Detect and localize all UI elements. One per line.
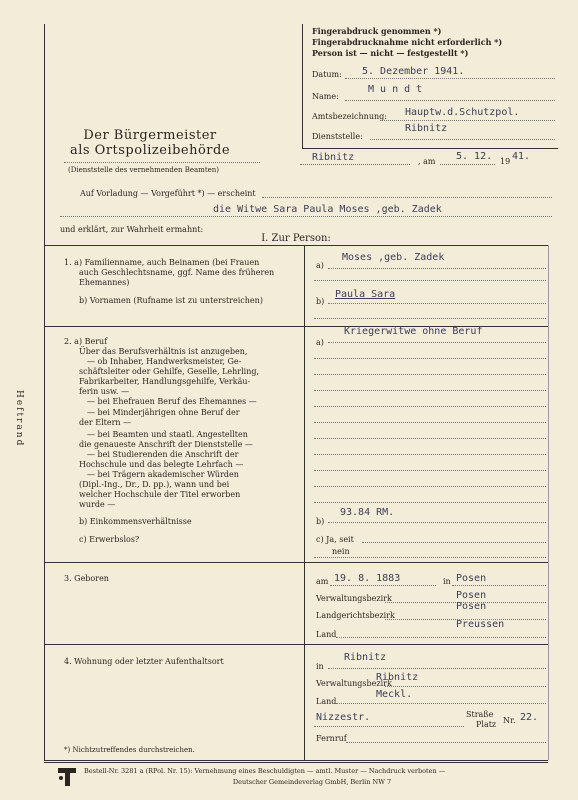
row4-label: 4. Wohnung oder letzter Aufenthaltsort: [64, 657, 224, 666]
born-in-label: in: [443, 577, 451, 586]
summons-person: die Witwe Sara Paula Moses ,geb. Zadek: [213, 204, 442, 215]
place-value: Ribnitz: [312, 152, 355, 163]
year-prefix: 19: [500, 157, 511, 166]
row2-line-6: — bei Ehefrauen Beruf des Ehemannes —: [87, 397, 257, 406]
row2-line-1: Über das Berufsverhältnis ist anzugeben,: [79, 347, 248, 356]
row2-line-2: — ob Inhaber, Handwerksmeister, Ge-: [87, 357, 242, 366]
birth-place-value: Posen: [456, 573, 487, 584]
fingerprint-taken: Fingerabdruck genommen *): [312, 26, 442, 36]
birth-lg-value: Posen: [456, 601, 487, 612]
row2-a-label: a): [316, 338, 324, 347]
given-names-value: Paula Sara: [335, 289, 396, 300]
strasse-label: Straße: [466, 710, 494, 719]
fingerprint-not-required: Fingerabdrucknahme nicht erforderlich *): [312, 37, 503, 47]
residence-in-label: in: [316, 662, 324, 671]
birth-land-value: Preussen: [456, 619, 505, 630]
amtsbezeichnung-value: Hauptw.d.Schutzpol.: [405, 107, 520, 118]
amtsbezeichnung-label: Amtsbezeichnung:: [312, 112, 387, 121]
row2-line-16: wurde —: [79, 500, 116, 509]
row1-label-b: b) Vornamen (Rufname ist zu unterstreichen): [79, 296, 263, 305]
row2-line-5: ferin usw. —: [79, 387, 130, 396]
footnote: *) Nichtzutreffendes durchstreichen.: [64, 746, 195, 754]
birth-vb-label: Verwaltungsbezirk: [316, 594, 392, 603]
birth-land-label: Land: [316, 630, 337, 639]
datum-value: 5. Dezember 1941.: [362, 66, 465, 77]
row2-line-14: (Dipl.-Ing., Dr., D. pp.), wann und bei: [79, 480, 230, 489]
name-label: Name:: [312, 92, 339, 101]
am-label: , am: [418, 157, 436, 166]
row3-label: 3. Geboren: [64, 574, 109, 583]
row2-label-c: c) Erwerbslos?: [79, 535, 140, 544]
summons-label: Auf Vorladung — Vorgeführt *) — erscheint: [80, 189, 256, 198]
dienststelle-value: Ribnitz: [405, 123, 448, 134]
born-am-label: am: [316, 577, 329, 586]
row1-a-label: a): [316, 261, 324, 270]
row2-line-4: Fabrikarbeiter, Handlungsgehilfe, Verkäu-: [79, 377, 251, 386]
birth-lg-label: Landgerichtsbezirk: [316, 611, 395, 620]
authority-line1: Der Bürgermeister: [83, 128, 217, 143]
datum-label: Datum:: [312, 70, 342, 79]
fernruf-label: Fernruf: [316, 734, 347, 743]
row1-label-a-line1: 1. a) Familienname, auch Beinamen (bei Frauen: [64, 258, 260, 267]
footer-line1: Bestell-Nr. 3281 a (RPol. Nr. 15): Vernehmung eines Beschuldigten — amtl. Muster — Nachdruck verboten —: [84, 767, 446, 775]
section-title: I. Zur Person:: [261, 233, 331, 244]
publisher-logo: [56, 766, 78, 788]
dienststelle-label: Dienststelle:: [312, 132, 363, 141]
street-value: Nizzestr.: [316, 712, 371, 723]
income-value: 93.84 RM.: [340, 507, 395, 518]
authority-line2: als Ortspolizeibehörde: [69, 143, 231, 158]
row2-line-0: 2. a) Beruf: [64, 337, 108, 346]
unemployed-value: nein: [332, 547, 350, 556]
year-value: 41.: [512, 151, 531, 162]
row2-line-13: — bei Trägern akademischer Würden: [87, 470, 239, 479]
residence-vb-label: Verwaltungsbezirk: [316, 679, 392, 688]
birth-vb-value: Posen: [456, 590, 487, 601]
row2-label-b: b) Einkommensverhältnisse: [79, 517, 192, 526]
row2-line-11: — bei Studierenden die Anschrift der: [87, 450, 239, 459]
occupation-value: Kriegerwitwe ohne Beruf: [344, 326, 483, 337]
row2-line-7: — bei Minderjährigen ohne Beruf der: [87, 408, 240, 417]
row2-line-10: die genaueste Anschrift der Dienststelle —: [79, 440, 253, 449]
house-nr-value: 22.: [520, 712, 539, 723]
row2-line-12: Hochschule und das belegte Lehrfach —: [79, 460, 244, 469]
residence-value: Ribnitz: [344, 652, 387, 663]
row2-line-3: schäftsleiter oder Gehilfe, Geselle, Lehrling,: [79, 367, 260, 376]
house-nr-label: Nr.: [503, 716, 516, 725]
row1-b-label: b): [316, 297, 325, 306]
date-value: 5. 12.: [456, 151, 493, 162]
person-identified: Person ist — nicht — festgestellt *): [312, 48, 469, 58]
platz-label: Platz: [476, 720, 497, 729]
row2-b-label: b): [316, 517, 325, 526]
row2-line-15: welcher Hochschule der Titel erworben: [79, 490, 241, 499]
row1-label-a-line3: Ehemannes): [79, 278, 130, 287]
residence-land-label: Land: [316, 697, 337, 706]
residence-land-value: Meckl.: [376, 689, 413, 700]
truth-statement: und erklärt, zur Wahrheit ermahnt:: [60, 225, 204, 234]
footer-line2: Deutscher Gemeindeverlag GmbH, Berlin NW 7: [232, 778, 392, 786]
residence-vb-value: Ribnitz: [376, 672, 419, 683]
row2-c-label: c) Ja, seit: [316, 535, 354, 544]
row2-line-9: — bei Beamten und staatl. Angestellten: [87, 430, 248, 439]
birth-date-value: 19. 8. 1883: [334, 573, 401, 584]
name-value: M u n d t: [368, 84, 423, 95]
row2-line-8: der Eltern —: [79, 418, 132, 427]
heftrand-label: Heftrand: [14, 390, 24, 448]
authority-caption: (Dienststelle des vernehmenden Beamten): [68, 166, 220, 174]
family-name-value: Moses ,geb. Zadek: [342, 252, 445, 263]
row1-label-a-line2: auch Geschlechtsname, ggf. Name des früheren: [79, 268, 275, 277]
